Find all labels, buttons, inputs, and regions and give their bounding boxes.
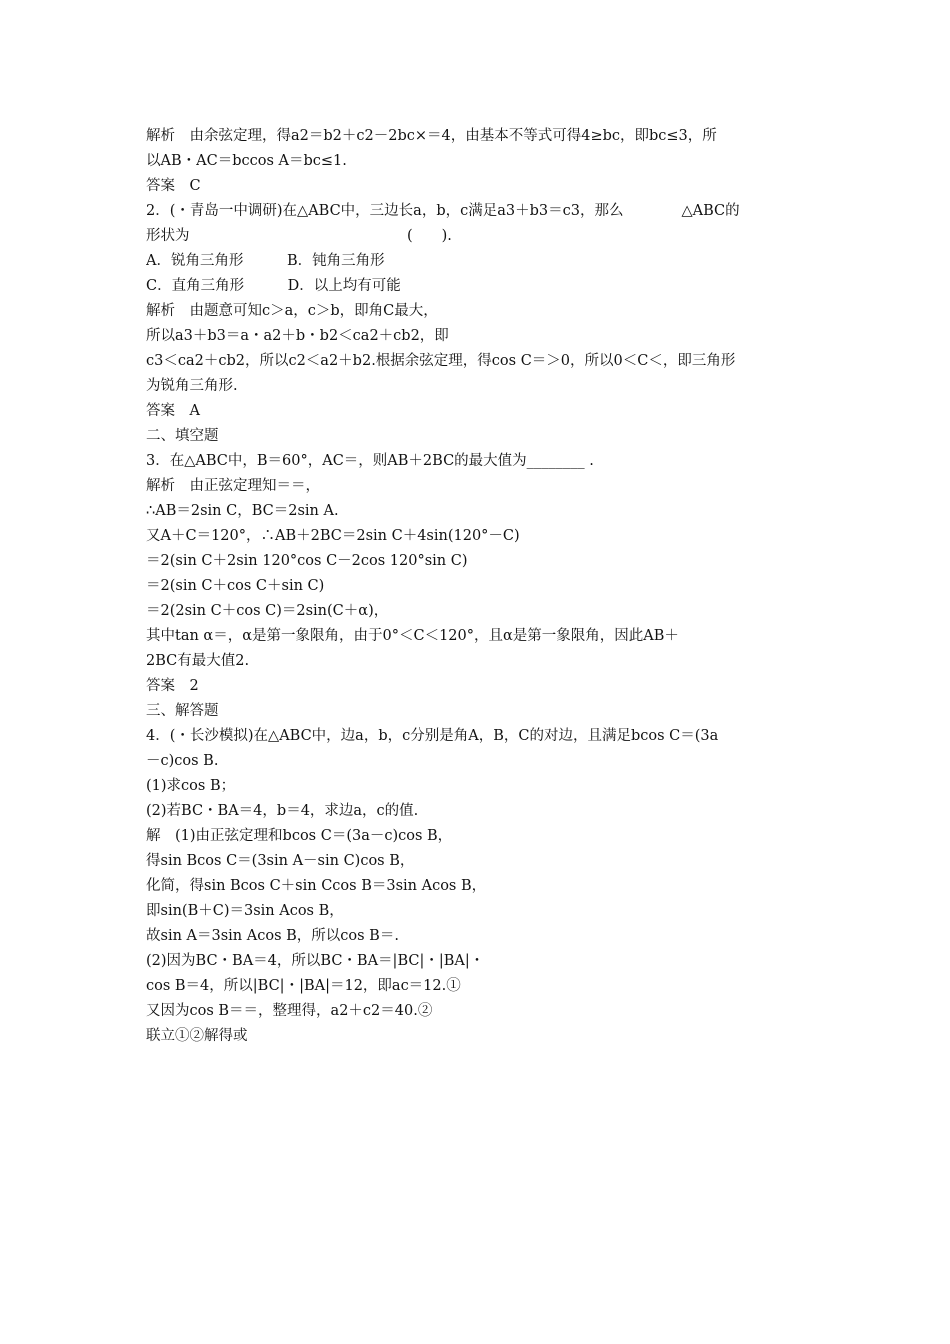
text-line: 即sin(B＋C)＝3sin Acos B， [146, 903, 344, 919]
text-line: 2BC有最大值2. [146, 653, 250, 669]
text-line: 2．(・青岛一中调研)在△ABC中，三边长a，b，c满足a3＋b3＝c3，那么 △ABC的 [146, 203, 740, 219]
text-line: 答案 2 [146, 678, 199, 694]
text-line: 又因为cos B＝＝，整理得，a2＋c2＝40.② [146, 1003, 433, 1019]
text-line: (1)求cos B； [146, 778, 236, 794]
text-line: 4．(・长沙模拟)在△ABC中，边a，b，c分别是角A，B，C的对边，且满足bcos C＝(3a [146, 728, 719, 744]
text-line: 答案 C [146, 178, 201, 194]
text-line: 3．在△ABC中，B＝60°，AC＝，则AB＋2BC的最大值为________ . [146, 453, 594, 469]
text-line: 以AB・AC＝bccos A＝bc≤1. [146, 153, 347, 169]
text-line: 解 (1)由正弦定理和bcos C＝(3a－c)cos B， [146, 828, 453, 844]
text-line: 答案 A [146, 403, 200, 419]
section-heading: 三、解答题 [146, 703, 219, 719]
text-line: 形状为 ( ). [146, 228, 452, 244]
text-line: 其中tan α＝，α是第一象限角，由于0°＜C＜120°，且α是第一象限角，因此AB＋ [146, 628, 679, 644]
text-line: A．锐角三角形 B．钝角三角形 [146, 253, 385, 269]
text-line: 解析 由余弦定理，得a2＝b2＋c2－2bc×＝4，由基本不等式可得4≥bc，即bc≤3，所 [146, 128, 717, 144]
text-line: c3＜ca2＋cb2，所以c2＜a2＋b2.根据余弦定理，得cos C＝＞0，所以0＜C＜，即三角形 [146, 353, 736, 369]
text-line: ＝2(sin C＋2sin 120°cos C－2cos 120°sin C) [146, 553, 468, 569]
text-line: 为锐角三角形. [146, 378, 238, 394]
text-line: (2)因为BC・BA＝4，所以BC・BA＝|BC|・|BA|・ [146, 953, 485, 969]
text-line: C．直角三角形 D．以上均有可能 [146, 278, 401, 294]
text-line: ＝2(2sin C＋cos C)＝2sin(C＋α)， [146, 603, 389, 619]
text-line: 联立①②解得或 [146, 1028, 248, 1044]
text-line: 又A＋C＝120°，∴AB＋2BC＝2sin C＋4sin(120°－C) [146, 528, 520, 544]
text-line: (2)若BC・BA＝4，b＝4，求边a，c的值. [146, 803, 419, 819]
text-line: 化简，得sin Bcos C＋sin Ccos B＝3sin Acos B， [146, 878, 487, 894]
text-line: 所以a3＋b3＝a・a2＋b・b2＜ca2＋cb2，即 [146, 328, 449, 344]
text-line: －c)cos B. [146, 753, 219, 769]
text-line: ∴AB＝2sin C，BC＝2sin A. [146, 503, 339, 519]
document-body [146, 124, 808, 1049]
text-line: 解析 由题意可知c＞a，c＞b，即角C最大， [146, 303, 438, 319]
section-heading: 二、填空题 [146, 428, 219, 444]
text-line: ＝2(sin C＋cos C＋sin C) [146, 578, 325, 594]
text-line: cos B＝4，所以|BC|・|BA|＝12，即ac＝12.① [146, 978, 461, 994]
text-line: 解析 由正弦定理知＝＝， [146, 478, 320, 494]
text-line: 得sin Bcos C＝(3sin A－sin C)cos B， [146, 853, 415, 869]
text-line: 故sin A＝3sin Acos B，所以cos B＝. [146, 928, 399, 944]
